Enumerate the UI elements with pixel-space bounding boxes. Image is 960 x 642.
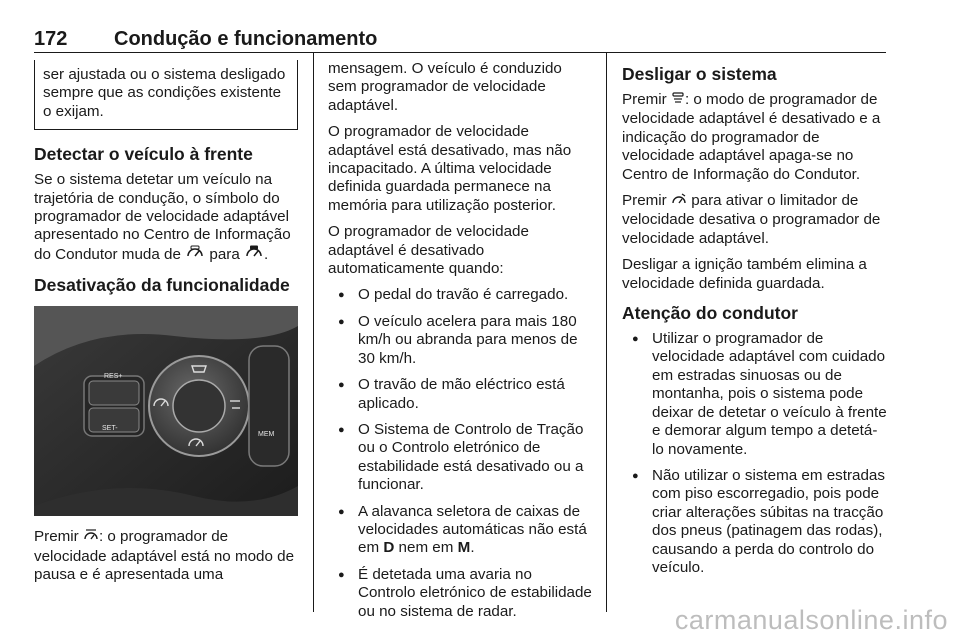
paragraph-deactivated: O programador de velocidade adaptável está desativado, mas não incapacitado. A última velocidade definida guardada permanece na memória para utilização posterior. (328, 123, 572, 214)
cruise-pause-button-icon (83, 528, 99, 547)
heading-deactivation: Desativação da funcionalidade (34, 275, 290, 296)
column-divider-2 (606, 52, 607, 612)
page-header (34, 28, 886, 54)
cruise-no-vehicle-icon (185, 245, 205, 265)
heading-switch-off: Desligar o sistema (622, 64, 777, 84)
paragraph-limiter: Premir para ativar o limitador de velocidade desativa o programador de velocidade adaptável. (622, 192, 881, 247)
cruise-off-button-icon (671, 92, 685, 110)
heading-driver-attention: Atenção do condutor (622, 303, 798, 324)
column-3 (622, 60, 888, 585)
list-item: ● Utilizar o programador de velocidade adaptável com cuidado em estradas sinuosas ou de montanha, pois o sistema pode deixar de detetar o veículo à frente e demorar algum tempo a detetá-lo novamente. (622, 330, 888, 459)
heading-detect-vehicle: Detectar o veículo à frente (34, 144, 253, 165)
auto-deactivation-list (328, 286, 592, 621)
note-box (34, 60, 298, 130)
list-item: ● O Sistema de Controlo de Tração ou o Controlo eletrónico de estabilidade está desativado ou a funcionar. (328, 421, 592, 495)
list-item: ● É detetada uma avaria no Controlo eletrónico de estabilidade ou no sistema de radar. (328, 566, 592, 621)
paragraph-ignition: Desligar a ignição também elimina a velocidade definida guardada. (622, 256, 867, 292)
column-1 (34, 60, 298, 592)
paragraph-auto-deactivated: O programador de velocidade adaptável é desativado automaticamente quando: (328, 223, 529, 278)
column-divider-1 (313, 52, 314, 612)
paragraph-pause: Premir : o programador de velocidade adaptável está no modo de pausa e é apresentada uma (34, 528, 295, 584)
mem-label: MEM (258, 431, 275, 439)
steering-wheel-controls-photo (34, 306, 298, 516)
list-item: ● Não utilizar o sistema em estradas com piso escorregadio, pois pode criar alterações súbitas na tracção dos pneus (patinagem das rodas), causando a perda do controlo do veículo. (622, 467, 888, 577)
set-label: SET- (102, 425, 118, 433)
list-item: ● O pedal do travão é carregado. (328, 286, 592, 304)
list-item: ● A alavanca seletora de caixas de velocidades automáticas não está em D nem em M. (328, 503, 592, 558)
column-2 (328, 60, 592, 629)
page-title: Condução e funcionamento (114, 28, 378, 50)
list-item: ● O veículo acelera para mais 180 km/h ou abranda para menos de 30 km/h. (328, 313, 592, 368)
res-label: RES+ (104, 373, 123, 381)
paragraph-switch-off: Premir : o modo de programador de velocidade adaptável é desativado e a indicação do programador de velocidade adaptável apaga-se no Centro de Informação do Condutor. (622, 91, 881, 183)
watermark: carmanualsonline.info (674, 605, 948, 635)
list-item: ● O travão de mão eléctrico está aplicado. (328, 376, 592, 413)
header-rule (34, 52, 886, 53)
note-text: ser ajustada ou o sistema desligado sempre que as condições existente o exijam. (43, 66, 286, 120)
paragraph-message: mensagem. O veículo é conduzido sem programador de velocidade adaptável. (328, 60, 562, 114)
cruise-vehicle-detected-icon (244, 245, 264, 265)
page-number: 172 (34, 28, 68, 50)
driver-attention-list (622, 330, 888, 577)
paragraph-detect-vehicle: Se o sistema detetar um veículo na trajetória de condução, o símbolo do programador de velocidade adaptável apresentado no Centro de Informação do Condutor muda de para . (34, 171, 298, 265)
speed-limiter-button-icon (671, 192, 687, 211)
